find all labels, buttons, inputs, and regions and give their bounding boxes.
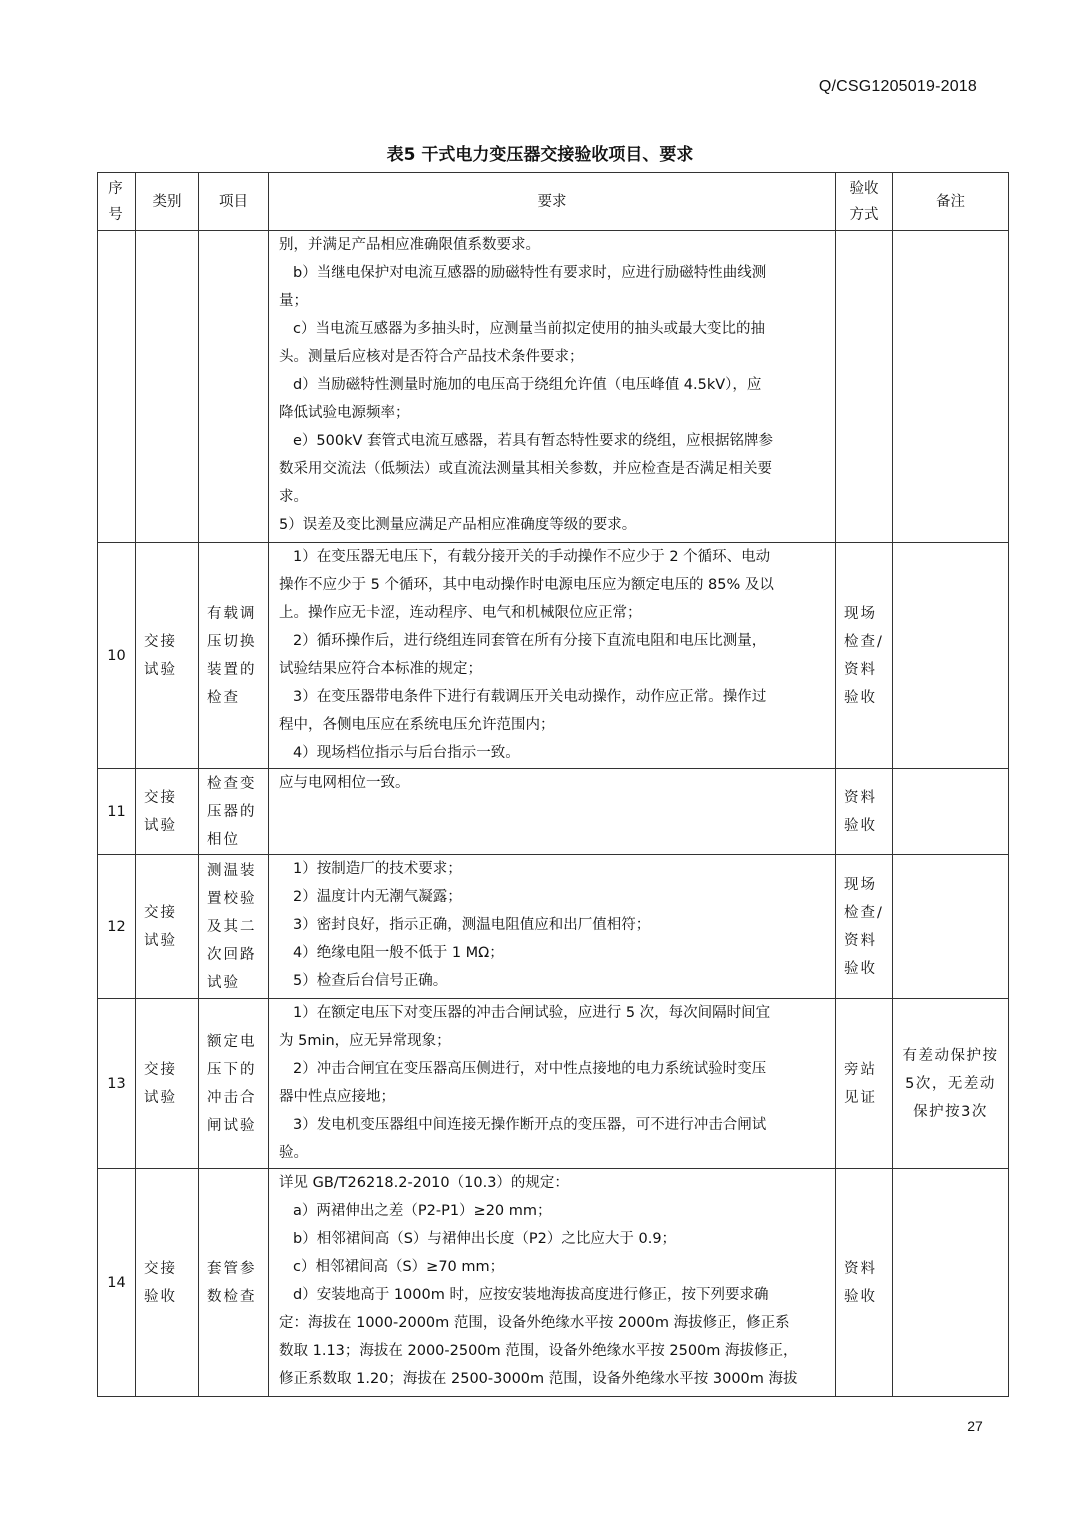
requirement-line: 为 5min，应无异常现象；	[279, 1033, 451, 1049]
row-item: 测温装置校验及其二次回路试验	[199, 855, 269, 999]
table-row	[98, 1169, 1009, 1397]
requirement-line: 3）密封良好，指示正确，测温电阻值应和出厂值相符；	[293, 917, 651, 933]
requirement-line: 4）绝缘电阻一般不低于 1 MΩ；	[293, 945, 504, 961]
header-method: 验收方式	[836, 173, 893, 231]
requirement-line: 试验结果应符合本标准的规定；	[279, 661, 482, 677]
row-seq: 14	[98, 1169, 136, 1397]
header-note: 备注	[893, 173, 1009, 231]
requirement-line: 数取 1.13；海拔在 2000-2500m 范围，设备外绝缘水平按 2500m 海拔修正，	[279, 1343, 798, 1359]
row-seq: 10	[98, 543, 136, 769]
row-note	[893, 769, 1009, 855]
requirement-line: 5）检查后台信号正确。	[293, 973, 448, 989]
header-requirement: 要求	[269, 173, 836, 231]
requirement-line: 详见 GB/T26218.2-2010（10.3）的规定：	[279, 1175, 569, 1191]
requirement-line: c）相邻裙间高（S）≥70 mm；	[293, 1259, 505, 1275]
requirement-line: b）当继电保护对电流互感器的励磁特性有要求时，应进行励磁特性曲线测	[293, 265, 767, 281]
requirement-line: 操作不应少于 5 个循环，其中电动操作时电源电压应为额定电压的 85% 及以	[279, 577, 774, 593]
header-item: 项目	[199, 173, 269, 231]
row-note	[893, 1169, 1009, 1397]
header-category: 类别	[136, 173, 199, 231]
row-seq: 11	[98, 769, 136, 855]
row-requirement	[269, 231, 836, 543]
requirement-line: 器中性点应接地；	[279, 1089, 395, 1105]
requirement-line: d）安装地高于 1000m 时，应按安装地海拔高度进行修正，按下列要求确	[293, 1287, 769, 1303]
requirement-line: 数采用交流法（低频法）或直流法测量其相关参数，并应检查是否满足相关要	[279, 461, 772, 477]
requirement-line: 量；	[279, 293, 308, 309]
row-item: 套管参数检查	[199, 1169, 269, 1397]
row-item	[199, 231, 269, 543]
requirement-line: 1）在变压器无电压下，有载分接开关的手动操作不应少于 2 个循环、电动	[293, 549, 771, 565]
acceptance-table	[97, 172, 1009, 1397]
requirement-line: 降低试验电源频率；	[279, 405, 410, 421]
row-method: 资料验收	[836, 769, 893, 855]
row-method: 资料验收	[836, 1169, 893, 1397]
row-category: 交接试验	[136, 999, 199, 1169]
row-note	[893, 543, 1009, 769]
requirement-line: 4）现场档位指示与后台指示一致。	[293, 745, 520, 761]
row-seq: 13	[98, 999, 136, 1169]
row-item: 有载调压切换装置的检查	[199, 543, 269, 769]
requirement-line: 应与电网相位一致。	[279, 775, 410, 791]
table-row	[98, 769, 1009, 855]
header-seq: 序号	[98, 173, 136, 231]
requirement-line: c）当电流互感器为多抽头时，应测量当前拟定使用的抽头或最大变比的抽	[293, 321, 765, 337]
requirement-line: 2）冲击合闸宜在变压器高压侧进行，对中性点接地的电力系统试验时变压	[293, 1061, 767, 1077]
row-category: 交接试验	[136, 769, 199, 855]
row-category: 交接试验	[136, 543, 199, 769]
table-row	[98, 855, 1009, 999]
requirement-line: d）当励磁特性测量时施加的电压高于绕组允许值（电压峰值 4.5kV），应	[293, 377, 762, 393]
row-seq	[98, 231, 136, 543]
row-item: 额定电压下的冲击合闸试验	[199, 999, 269, 1169]
requirement-line: 程中，各侧电压应在系统电压允许范围内；	[279, 717, 555, 733]
row-requirement	[269, 1169, 836, 1397]
row-method	[836, 231, 893, 543]
row-note: 有差动保护按5次，无差动保护按3次	[893, 999, 1009, 1169]
requirement-line: 修正系数取 1.20；海拔在 2500-3000m 范围，设备外绝缘水平按 3000m 海拔	[279, 1371, 798, 1387]
requirement-line: 求。	[279, 489, 308, 505]
row-method: 现场检查/资料验收	[836, 855, 893, 999]
requirement-line: 别，并满足产品相应准确限值系数要求。	[279, 237, 540, 253]
row-item: 检查变压器的相位	[199, 769, 269, 855]
requirement-line: 验。	[279, 1145, 308, 1161]
requirement-line: b）相邻裙间高（S）与裙伸出长度（P2）之比应大于 0.9；	[293, 1231, 677, 1247]
requirement-line: 1）按制造厂的技术要求；	[293, 861, 462, 877]
row-requirement	[269, 543, 836, 769]
requirement-line: 2）循环操作后，进行绕组连同套管在所有分接下直流电阻和电压比测量，	[293, 633, 767, 649]
row-category: 交接试验	[136, 855, 199, 999]
table-row	[98, 543, 1009, 769]
row-note	[893, 855, 1009, 999]
table-title: 表5 干式电力变压器交接验收项目、要求	[386, 145, 694, 165]
row-requirement	[269, 769, 836, 855]
row-category: 交接验收	[136, 1169, 199, 1397]
row-method: 旁站见证	[836, 999, 893, 1169]
requirement-line: 1）在额定电压下对变压器的冲击合闸试验，应进行 5 次，每次间隔时间宜	[293, 1005, 771, 1021]
requirement-line: 头。测量后应核对是否符合产品技术条件要求；	[279, 349, 584, 365]
requirement-line: 2）温度计内无潮气凝露；	[293, 889, 462, 905]
row-category	[136, 231, 199, 543]
document-code: Q/CSG1205019-2018	[818, 78, 977, 95]
requirement-line: 上。操作应无卡涩，连动程序、电气和机械限位应正常；	[279, 605, 642, 621]
requirement-line: e）500kV 套管式电流互感器，若具有暂态特性要求的绕组，应根据铭牌参	[293, 433, 774, 449]
requirement-line: a）两裙伸出之差（P2-P1）≥20 mm；	[293, 1203, 552, 1219]
row-method: 现场检查/资料验收	[836, 543, 893, 769]
requirement-line: 5）误差及变比测量应满足产品相应准确度等级的要求。	[279, 517, 637, 533]
row-seq: 12	[98, 855, 136, 999]
requirement-line: 3）在变压器带电条件下进行有载调压开关电动操作，动作应正常。操作过	[293, 689, 767, 705]
table-header-row	[98, 173, 1009, 231]
requirement-line: 3）发电机变压器组中间连接无操作断开点的变压器，可不进行冲击合闸试	[293, 1117, 767, 1133]
row-note	[893, 231, 1009, 543]
table-row	[98, 999, 1009, 1169]
table-row	[98, 231, 1009, 543]
row-requirement	[269, 855, 836, 999]
page-number: 27	[967, 1418, 983, 1434]
requirement-line: 定：海拔在 1000-2000m 范围，设备外绝缘水平按 2000m 海拔修正，修正系	[279, 1315, 790, 1331]
row-requirement	[269, 999, 836, 1169]
